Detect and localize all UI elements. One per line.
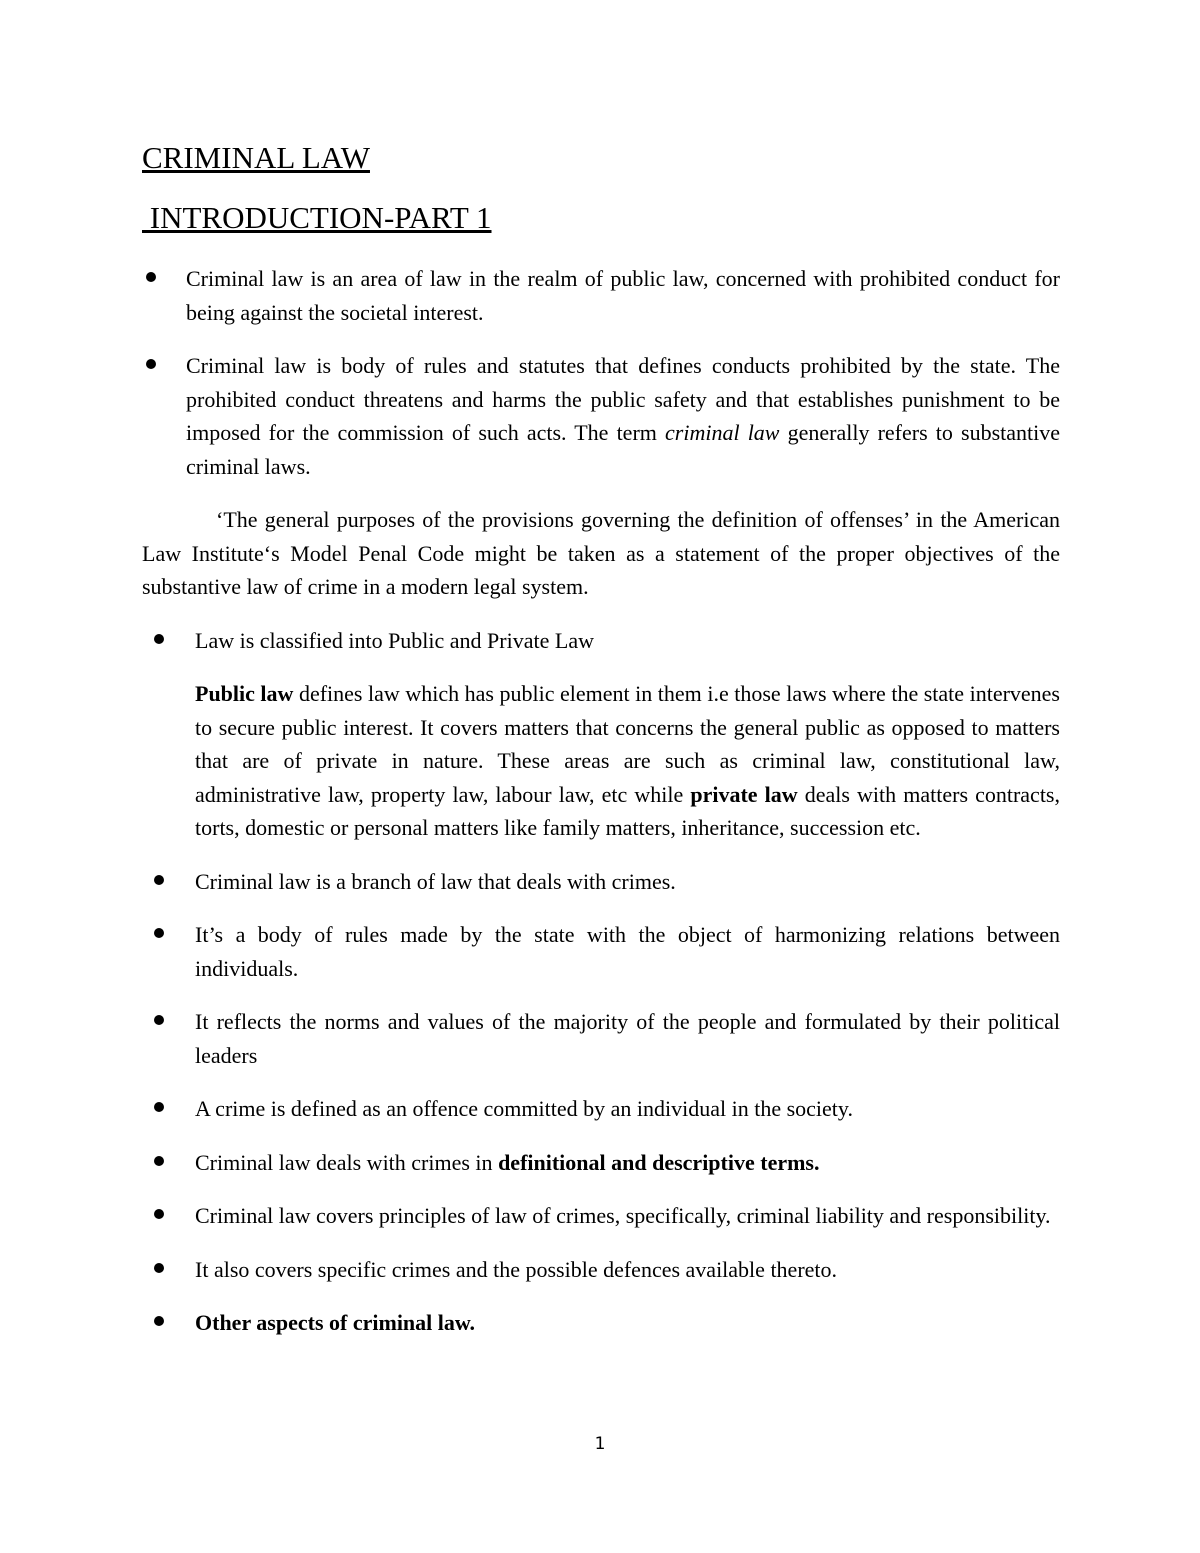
main-bullet-list	[142, 865, 1060, 1340]
quote-paragraph: ‘The general purposes of the provisions governing the definition of offenses’ in the American Law Institute‘s Model Penal Code might be taken as a statement of the proper objectives of the substantive law of crime in a modern legal system.	[142, 507, 1060, 599]
list-item	[142, 918, 1060, 985]
bullet-icon	[146, 272, 156, 282]
page-number: 1	[594, 1434, 606, 1454]
list-item	[142, 865, 1060, 899]
bullet-icon	[154, 1156, 164, 1166]
list-item	[142, 1306, 1060, 1340]
list-item	[142, 1005, 1060, 1072]
list-item	[142, 1146, 1060, 1180]
list-item-text: Criminal law is body of rules and statutes that defines conducts prohibited by the state. The prohibited conduct threatens and harms the public safety and that establishes punishment to be imposed for the commission of such acts. The term	[186, 353, 1060, 445]
list-item	[142, 349, 1060, 483]
private-law-term: private law	[690, 781, 798, 807]
bullet-icon	[154, 1263, 164, 1273]
document-title: CRIMINAL LAW	[142, 140, 370, 175]
list-item	[142, 624, 1060, 658]
bullet-icon	[154, 1316, 164, 1326]
document-subtitle: INTRODUCTION-PART 1	[142, 200, 492, 235]
list-item-text: Criminal law covers principles of law of crimes, specifically, criminal liability and responsibility.	[195, 1203, 1051, 1228]
bullet-icon	[154, 875, 164, 885]
public-private-law-paragraph	[195, 677, 1060, 845]
list-item-text: generally refers to substantive criminal laws.	[186, 420, 1060, 479]
public-law-term: Public law	[195, 681, 294, 706]
list-item-text: Criminal law is a branch of law that deals with crimes.	[195, 868, 676, 894]
list-item-text: Law is classified into Public and Private Law	[195, 627, 594, 653]
bullet-icon	[154, 1015, 164, 1025]
bullet-icon	[154, 634, 164, 644]
bullet-icon	[154, 1102, 164, 1112]
document-body	[142, 262, 1060, 1340]
list-item-text: It’s a body of rules made by the state with the object of harmonizing relations between individuals.	[195, 922, 1060, 981]
list-item-text: A crime is defined as an offence committed by an individual in the society.	[195, 1096, 853, 1121]
list-item-bold: Other aspects of criminal law.	[195, 1310, 476, 1335]
intro-bullet-list	[142, 262, 1060, 483]
paragraph-text: deals with matters contracts, torts, domestic or personal matters like family matters, inheritance, succession etc.	[195, 781, 1060, 840]
list-item	[142, 1253, 1060, 1287]
list-item-text: It also covers specific crimes and the possible defences available thereto.	[195, 1256, 838, 1282]
list-item-text: It reflects the norms and values of the majority of the people and formulated by their political leaders	[195, 1009, 1060, 1068]
list-item-italic: criminal law	[665, 420, 780, 445]
paragraph-text: defines law which has public element in them i.e those laws where the state intervenes to secure public interest. It covers matters that concerns the general public as opposed to matters that are of private in nature. These areas are such as criminal law, constitutional law, administrative law, property law, labour law, etc while	[195, 681, 1060, 807]
bullet-icon	[146, 359, 156, 369]
list-item-text: Criminal law is an area of law in the realm of public law, concerned with prohibited conduct for being against the societal interest.	[186, 266, 1060, 325]
list-item	[142, 262, 1060, 329]
list-item	[142, 1092, 1060, 1126]
list-item-bold: definitional and descriptive terms.	[498, 1149, 820, 1175]
list-item-text: Criminal law deals with crimes in	[195, 1149, 499, 1175]
classification-bullet-list	[142, 624, 1060, 658]
bullet-icon	[154, 928, 164, 938]
list-item	[142, 1199, 1060, 1233]
bullet-icon	[154, 1209, 164, 1219]
